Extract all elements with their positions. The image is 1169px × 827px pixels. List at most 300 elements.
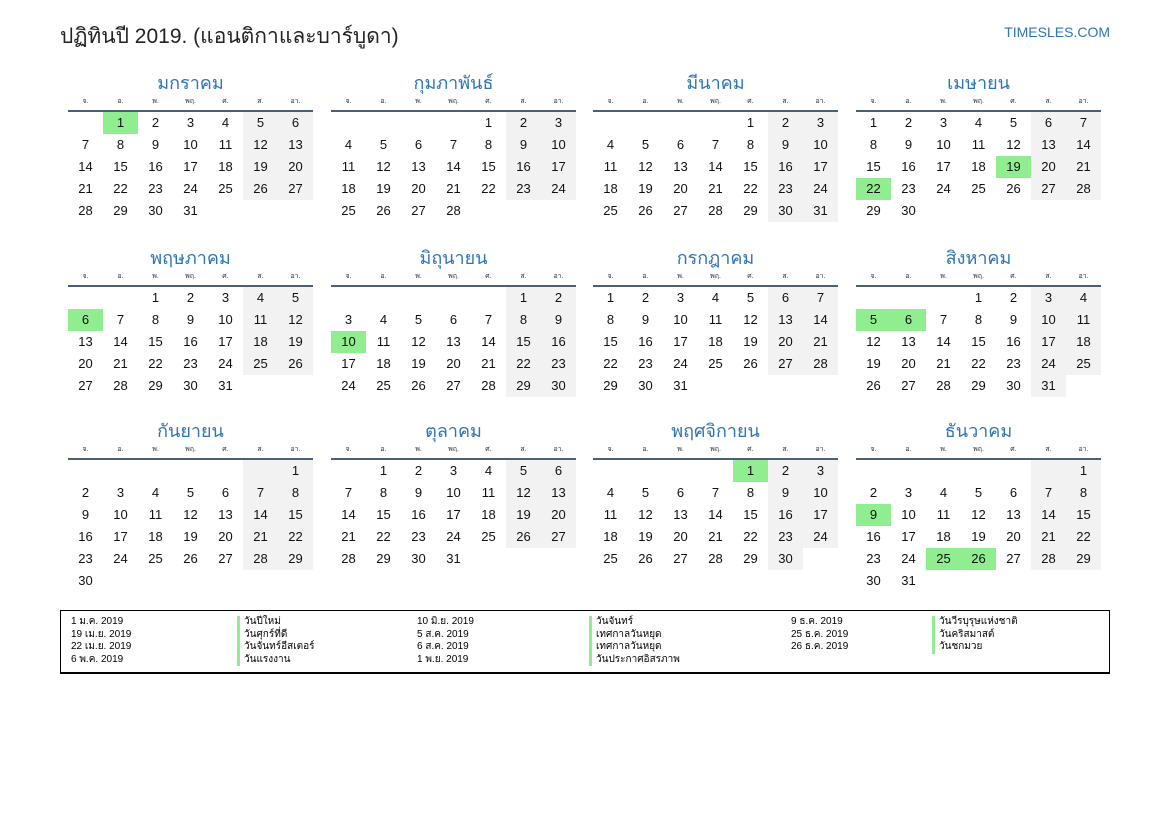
day-cell: 21 <box>113 356 128 371</box>
weekday-label: อา. <box>815 98 826 105</box>
day-cell: 5 <box>379 137 388 152</box>
empty-cell <box>663 460 698 482</box>
day-cell: 2 <box>1009 290 1018 305</box>
empty-cell <box>173 460 208 482</box>
day-cell: 7 <box>1031 482 1066 504</box>
day-cell: 29 <box>278 548 313 570</box>
day-cell: 2 <box>768 460 803 482</box>
weekday-label: อ. <box>380 273 387 280</box>
day-cell: 1 <box>278 460 313 482</box>
holiday-date: 5 ส.ค. 2019 <box>417 628 469 640</box>
day-cell: 14 <box>936 334 951 349</box>
day-cell: 3 <box>344 312 353 327</box>
day-cell: 12 <box>866 334 881 349</box>
day-cell: 18 <box>376 356 391 371</box>
day-cell: 20 <box>446 356 461 371</box>
day-cell: 27 <box>218 551 233 566</box>
holiday-name-column <box>932 616 1018 654</box>
day-cell: 27 <box>673 203 688 218</box>
day-cell: 1 <box>746 115 755 130</box>
day-cell: 18 <box>936 529 951 544</box>
day-cell: 17 <box>901 529 916 544</box>
day-cell: 8 <box>1066 482 1101 504</box>
weekday-label: อา. <box>1078 446 1089 453</box>
day-cell: 28 <box>341 551 356 566</box>
weekday-label: ศ. <box>747 446 754 453</box>
empty-cell <box>401 287 436 309</box>
day-grid <box>68 287 313 397</box>
day-cell: 13 <box>768 309 803 331</box>
weekday-header <box>68 444 313 460</box>
empty-cell <box>138 570 173 592</box>
day-cell: 24 <box>341 378 356 393</box>
empty-cell <box>856 287 891 309</box>
empty-cell <box>243 375 278 397</box>
empty-cell <box>138 460 173 482</box>
holiday-name: วันวีรบุรุษแห่งชาติ <box>932 616 1018 629</box>
weekday-label: จ. <box>345 98 352 105</box>
holiday-date: 25 ธ.ค. 2019 <box>791 628 849 640</box>
weekday-label: พฤ. <box>185 273 196 280</box>
day-cell: 25 <box>603 203 618 218</box>
day-cell: 10 <box>803 482 838 504</box>
weekday-label: ศ. <box>222 446 229 453</box>
day-cell: 27 <box>1006 551 1021 566</box>
day-cell: 16 <box>768 156 803 178</box>
day-cell: 10 <box>331 331 366 353</box>
day-cell: 3 <box>186 115 195 130</box>
holiday-name-column <box>589 616 680 666</box>
day-cell: 30 <box>768 548 803 570</box>
weekday-label: พ. <box>677 98 684 105</box>
weekday-label: ส. <box>1045 273 1052 280</box>
day-cell: 16 <box>506 156 541 178</box>
month-name: มีนาคม <box>686 73 745 93</box>
day-cell: 6 <box>414 137 423 152</box>
day-cell: 4 <box>974 115 983 130</box>
page-title: ปฏิทินปี 2019. (แอนติกาและบาร์บูดา) <box>60 25 399 48</box>
day-cell: 14 <box>1066 134 1101 156</box>
weekday-label: ส. <box>520 273 527 280</box>
day-cell: 22 <box>971 356 986 371</box>
weekday-label: ส. <box>520 98 527 105</box>
site-link[interactable]: TIMESLES.COM <box>1004 24 1110 40</box>
holiday-date-column <box>71 616 131 666</box>
day-cell: 4 <box>1066 287 1101 309</box>
empty-cell <box>331 112 366 134</box>
weekday-label: อ. <box>117 273 124 280</box>
month-block <box>856 245 1101 397</box>
weekday-label: ส. <box>1045 446 1052 453</box>
day-cell: 20 <box>78 356 93 371</box>
weekday-header <box>331 444 576 460</box>
day-cell: 2 <box>186 290 195 305</box>
day-cell: 8 <box>974 312 983 327</box>
day-cell: 22 <box>481 181 496 196</box>
day-cell: 10 <box>446 485 461 500</box>
weekday-label: ศ. <box>485 273 492 280</box>
day-cell: 23 <box>78 551 93 566</box>
weekday-label: อา. <box>290 273 301 280</box>
day-cell: 19 <box>638 529 653 544</box>
day-cell: 25 <box>341 203 356 218</box>
day-cell: 29 <box>866 203 881 218</box>
holiday-name: วันจันทร์ <box>589 616 680 629</box>
holiday-date: 6 พ.ค. 2019 <box>71 653 124 665</box>
day-grid <box>68 112 313 222</box>
day-cell: 27 <box>78 378 93 393</box>
day-cell: 31 <box>183 203 198 218</box>
day-cell: 17 <box>541 156 576 178</box>
weekday-label: ส. <box>782 273 789 280</box>
day-cell: 6 <box>68 309 103 331</box>
empty-cell <box>208 570 243 592</box>
day-cell: 23 <box>148 181 163 196</box>
day-cell: 10 <box>901 507 916 522</box>
weekday-label: อา. <box>815 273 826 280</box>
day-cell: 1 <box>484 115 493 130</box>
day-cell: 11 <box>936 507 951 522</box>
day-cell: 3 <box>541 112 576 134</box>
day-cell: 30 <box>541 375 576 397</box>
day-cell: 4 <box>221 115 230 130</box>
day-cell: 27 <box>901 378 916 393</box>
weekday-header <box>856 271 1101 287</box>
day-cell: 26 <box>638 203 653 218</box>
day-cell: 1 <box>151 290 160 305</box>
weekday-label: อ. <box>905 446 912 453</box>
day-cell: 24 <box>673 356 688 371</box>
day-cell: 25 <box>603 551 618 566</box>
day-cell: 20 <box>278 156 313 178</box>
holiday-name: วันแรงงาน <box>237 654 315 667</box>
empty-cell <box>663 112 698 134</box>
day-cell: 31 <box>901 573 916 588</box>
empty-cell <box>803 548 838 570</box>
day-cell: 10 <box>673 312 688 327</box>
day-cell: 23 <box>866 551 881 566</box>
weekday-label: อ. <box>642 446 649 453</box>
day-cell: 17 <box>936 159 951 174</box>
day-cell: 3 <box>449 463 458 478</box>
month-name: กรกฎาคม <box>676 248 755 268</box>
day-cell: 26 <box>638 551 653 566</box>
day-cell: 25 <box>148 551 163 566</box>
month-name: พฤษภาคม <box>150 248 231 268</box>
day-cell: 13 <box>446 334 461 349</box>
day-cell: 5 <box>641 485 650 500</box>
empty-cell <box>891 460 926 482</box>
empty-cell <box>436 112 471 134</box>
day-cell: 8 <box>869 137 878 152</box>
day-cell: 24 <box>218 356 233 371</box>
empty-cell <box>506 548 541 570</box>
day-cell: 17 <box>341 356 356 371</box>
day-cell: 17 <box>446 507 461 522</box>
day-cell: 11 <box>481 485 496 500</box>
day-cell: 19 <box>376 181 391 196</box>
day-cell: 18 <box>971 159 986 174</box>
weekday-label: พ. <box>940 446 947 453</box>
day-cell: 21 <box>708 529 723 544</box>
holiday-date: 10 มิ.ย. 2019 <box>417 616 474 627</box>
day-cell: 22 <box>743 181 758 196</box>
empty-cell <box>768 375 803 397</box>
day-cell: 29 <box>743 551 758 566</box>
weekday-label: อ. <box>117 98 124 105</box>
day-cell: 14 <box>1031 504 1066 526</box>
day-cell: 4 <box>711 290 720 305</box>
weekday-label: พ. <box>677 273 684 280</box>
day-cell: 7 <box>484 312 493 327</box>
day-cell: 5 <box>278 287 313 309</box>
month-name: สิงหาคม <box>945 248 1012 268</box>
empty-cell <box>1066 200 1101 222</box>
day-cell: 14 <box>708 507 723 522</box>
day-cell: 7 <box>939 312 948 327</box>
day-cell: 15 <box>866 159 881 174</box>
day-cell: 22 <box>506 353 541 375</box>
day-cell: 1 <box>606 290 615 305</box>
empty-cell <box>698 112 733 134</box>
month-block <box>331 245 576 397</box>
weekday-header <box>593 444 838 460</box>
day-cell: 9 <box>151 137 160 152</box>
day-cell: 19 <box>243 156 278 178</box>
day-cell: 30 <box>411 551 426 566</box>
day-cell: 31 <box>1031 375 1066 397</box>
day-cell: 28 <box>708 203 723 218</box>
day-cell: 7 <box>344 485 353 500</box>
day-cell: 6 <box>676 485 685 500</box>
day-cell: 24 <box>183 181 198 196</box>
empty-cell <box>1066 375 1101 397</box>
day-cell: 18 <box>708 334 723 349</box>
holiday-date: 26 ธ.ค. 2019 <box>791 641 849 652</box>
day-cell: 9 <box>414 485 423 500</box>
day-cell: 23 <box>638 356 653 371</box>
weekday-header <box>331 271 576 287</box>
weekday-label: ส. <box>520 446 527 453</box>
day-cell: 15 <box>1066 504 1101 526</box>
day-cell: 8 <box>484 137 493 152</box>
day-cell: 16 <box>901 159 916 174</box>
day-cell: 5 <box>506 460 541 482</box>
day-cell: 30 <box>638 378 653 393</box>
day-cell: 6 <box>541 460 576 482</box>
day-cell: 10 <box>541 134 576 156</box>
weekday-label: อ. <box>117 446 124 453</box>
day-cell: 25 <box>481 529 496 544</box>
empty-cell <box>1031 570 1066 592</box>
day-cell: 11 <box>603 507 618 522</box>
empty-cell <box>331 287 366 309</box>
weekday-label: พฤ. <box>710 98 721 105</box>
day-cell: 2 <box>151 115 160 130</box>
weekday-label: ส. <box>257 98 264 105</box>
day-cell: 30 <box>768 200 803 222</box>
holiday-name: เทศกาลวันหยุด <box>589 629 680 642</box>
day-cell: 18 <box>243 331 278 353</box>
day-cell: 5 <box>414 312 423 327</box>
weekday-label: ศ. <box>1010 98 1017 105</box>
day-cell: 18 <box>1066 331 1101 353</box>
day-cell: 4 <box>939 485 948 500</box>
day-cell: 26 <box>183 551 198 566</box>
month-block <box>68 245 313 397</box>
weekday-header <box>593 271 838 287</box>
day-cell: 3 <box>116 485 125 500</box>
weekday-label: พ. <box>677 446 684 453</box>
day-cell: 11 <box>376 334 391 349</box>
day-cell: 2 <box>768 112 803 134</box>
day-cell: 11 <box>218 137 233 152</box>
day-cell: 19 <box>971 529 986 544</box>
holiday-date: 19 เม.ย. 2019 <box>71 628 132 640</box>
day-cell: 3 <box>221 290 230 305</box>
empty-cell <box>278 375 313 397</box>
day-cell: 13 <box>278 134 313 156</box>
empty-cell <box>471 548 506 570</box>
weekday-label: พ. <box>940 98 947 105</box>
holiday-name: วันจันทร์อีสเตอร์ <box>237 641 315 654</box>
weekday-label: พฤ. <box>185 98 196 105</box>
empty-cell <box>733 375 768 397</box>
day-cell: 28 <box>113 378 128 393</box>
day-cell: 14 <box>708 159 723 174</box>
weekday-label: พ. <box>415 98 422 105</box>
day-cell: 23 <box>506 178 541 200</box>
day-grid <box>593 112 838 222</box>
day-cell: 8 <box>116 137 125 152</box>
day-cell: 19 <box>411 356 426 371</box>
day-cell: 12 <box>638 159 653 174</box>
day-cell: 31 <box>218 378 233 393</box>
month-block <box>68 70 313 222</box>
empty-cell <box>331 460 366 482</box>
day-cell: 20 <box>1006 529 1021 544</box>
day-cell: 28 <box>481 378 496 393</box>
day-cell: 25 <box>1066 353 1101 375</box>
day-cell: 21 <box>341 529 356 544</box>
day-cell: 3 <box>939 115 948 130</box>
day-cell: 30 <box>78 573 93 588</box>
day-cell: 27 <box>278 178 313 200</box>
empty-cell <box>803 375 838 397</box>
weekday-label: จ. <box>345 446 352 453</box>
day-cell: 12 <box>183 507 198 522</box>
weekday-label: พฤ. <box>448 98 459 105</box>
weekday-label: อ. <box>380 98 387 105</box>
day-cell: 23 <box>1006 356 1021 371</box>
empty-cell <box>856 460 891 482</box>
day-cell: 16 <box>866 529 881 544</box>
day-cell: 5 <box>746 290 755 305</box>
weekday-label: อ. <box>642 98 649 105</box>
day-cell: 6 <box>676 137 685 152</box>
day-cell: 6 <box>278 112 313 134</box>
day-cell: 24 <box>803 526 838 548</box>
day-cell: 20 <box>901 356 916 371</box>
empty-cell <box>541 200 576 222</box>
day-cell: 2 <box>904 115 913 130</box>
weekday-label: อา. <box>553 98 564 105</box>
weekday-label: ส. <box>1045 98 1052 105</box>
month-block <box>331 70 576 222</box>
weekday-label: พฤ. <box>973 98 984 105</box>
day-cell: 26 <box>1006 181 1021 196</box>
day-cell: 10 <box>1031 309 1066 331</box>
day-cell: 6 <box>221 485 230 500</box>
day-cell: 8 <box>278 482 313 504</box>
day-cell: 19 <box>743 334 758 349</box>
day-cell: 2 <box>81 485 90 500</box>
day-cell: 7 <box>803 287 838 309</box>
day-cell: 25 <box>243 353 278 375</box>
day-cell: 27 <box>541 526 576 548</box>
day-cell: 13 <box>218 507 233 522</box>
empty-cell <box>103 287 138 309</box>
empty-cell <box>68 460 103 482</box>
empty-cell <box>471 287 506 309</box>
day-cell: 2 <box>414 463 423 478</box>
day-grid <box>593 460 838 570</box>
day-cell: 19 <box>183 529 198 544</box>
day-cell: 25 <box>376 378 391 393</box>
day-cell: 28 <box>1066 178 1101 200</box>
weekday-label: จ. <box>870 446 877 453</box>
empty-cell <box>103 570 138 592</box>
day-cell: 26 <box>376 203 391 218</box>
month-block <box>856 70 1101 222</box>
day-cell: 5 <box>856 309 891 331</box>
weekday-label: พฤ. <box>448 273 459 280</box>
day-cell: 22 <box>743 529 758 544</box>
day-cell: 15 <box>506 331 541 353</box>
day-cell: 13 <box>541 482 576 504</box>
weekday-label: พฤ. <box>973 446 984 453</box>
day-cell: 3 <box>1031 287 1066 309</box>
empty-cell <box>471 200 506 222</box>
day-cell: 23 <box>768 526 803 548</box>
weekday-label: ศ. <box>485 98 492 105</box>
day-cell: 7 <box>449 137 458 152</box>
holiday-date: 22 เม.ย. 2019 <box>71 641 132 652</box>
empty-cell <box>698 375 733 397</box>
day-cell: 19 <box>638 181 653 196</box>
day-cell: 25 <box>708 356 723 371</box>
day-cell: 21 <box>446 181 461 196</box>
empty-cell <box>436 287 471 309</box>
day-cell: 2 <box>541 287 576 309</box>
day-cell: 14 <box>803 309 838 331</box>
day-cell: 9 <box>768 482 803 504</box>
weekday-label: พ. <box>152 273 159 280</box>
day-cell: 12 <box>1006 137 1021 152</box>
day-cell: 9 <box>641 312 650 327</box>
day-cell: 29 <box>506 375 541 397</box>
empty-cell <box>698 460 733 482</box>
empty-cell <box>1031 460 1066 482</box>
day-cell: 29 <box>1066 548 1101 570</box>
holiday-name: เทศกาลวันหยุด <box>589 641 680 654</box>
day-cell: 29 <box>376 551 391 566</box>
day-grid <box>593 287 838 397</box>
day-cell: 12 <box>743 312 758 327</box>
day-cell: 11 <box>708 312 723 327</box>
empty-cell <box>961 460 996 482</box>
day-cell: 26 <box>243 178 278 200</box>
